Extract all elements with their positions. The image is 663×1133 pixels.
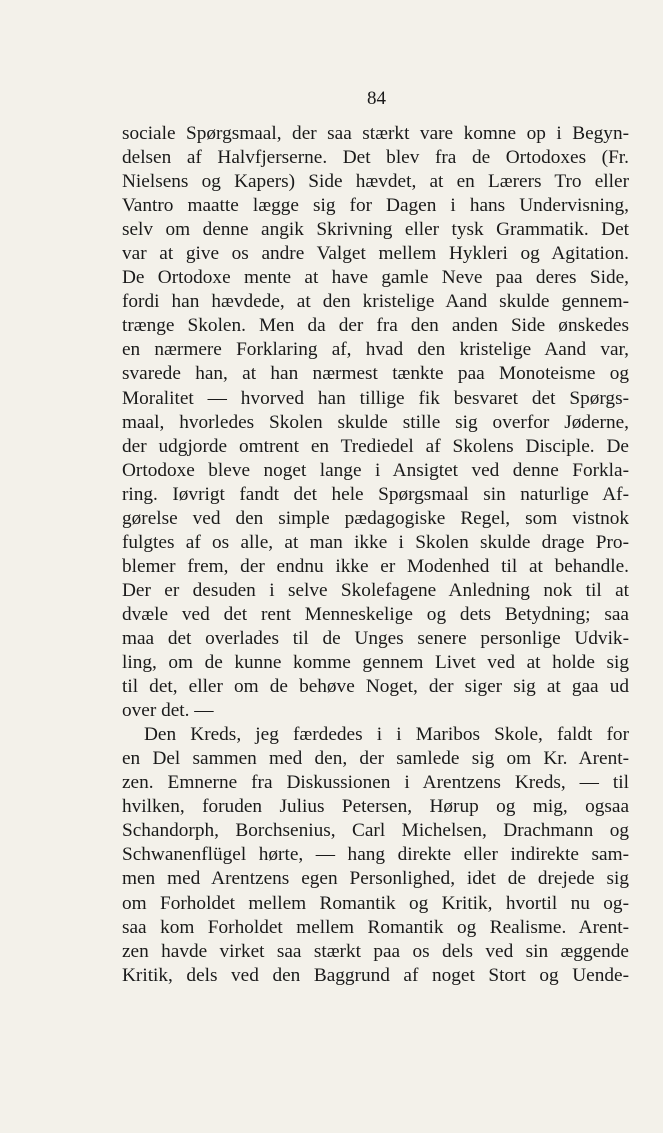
text-line: til det, eller om de behøve Noget, der siger sig at gaa ud (122, 676, 629, 698)
text-line: der udgjorde omtrent en Trediedel af Skolens Disciple. De (122, 435, 629, 457)
text-line: gørelse ved den simple pædagogiske Regel, som vistnok (122, 507, 629, 529)
text-line: saa kom Forholdet mellem Romantik og Realisme. Arent- (122, 916, 629, 938)
text-line: Schwanenflügel hørte, — hang direkte eller indirekte sam- (122, 844, 629, 866)
text-line: dvæle ved det rent Menneskelige og dets Betydning; saa (122, 603, 629, 625)
text-line: om Forholdet mellem Romantik og Kritik, hvortil nu og- (122, 892, 629, 914)
paragraph-start-line: Den Kreds, jeg færdedes i i Maribos Skole, faldt for (144, 724, 629, 746)
text-line: en nærmere Forklaring af, hvad den kristelige Aand var, (122, 339, 629, 361)
text-line: Der er desuden i selve Skolefagene Anledning nok til at (122, 579, 629, 601)
text-line: selv om denne angik Skrivning eller tysk Grammatik. Det (122, 219, 629, 241)
text-line: Moralitet — hvorved han tillige fik besvaret det Spørgs- (122, 387, 629, 409)
text-line: en Del sammen med den, der samlede sig om Kr. Arent- (122, 748, 629, 770)
text-line: Kritik, dels ved den Baggrund af noget Stort og Uende- (122, 964, 629, 986)
text-line: maa det overlades til de Unges senere personlige Udvik- (122, 627, 629, 649)
text-line: fordi han hævdede, at den kristelige Aand skulde gennem- (122, 291, 629, 313)
text-line: De Ortodoxe mente at have gamle Neve paa deres Side, (122, 267, 629, 289)
text-line: sociale Spørgsmaal, der saa stærkt vare komne op i Begyn- (122, 123, 629, 144)
text-line: ring. Iøvrigt fandt det hele Spørgsmaal sin naturlige Af- (122, 483, 629, 505)
text-line: Ortodoxe bleve noget lange i Ansigtet ved denne Forkla- (122, 459, 629, 481)
text-line: delsen af Halvfjerserne. Det blev fra de Ortodoxes (Fr. (122, 147, 629, 169)
text-line: blemer frem, der endnu ikke er Modenhed til at behandle. (122, 555, 629, 577)
text-line: fulgtes af os alle, at man ikke i Skolen skulde drage Pro- (122, 531, 629, 553)
text-line: trænge Skolen. Men da der fra den anden Side ønskedes (122, 315, 629, 337)
text-line: ling, om de kunne komme gennem Livet ved at holde sig (122, 652, 629, 674)
text-line: svarede han, at han nærmest tænkte paa Monoteisme og (122, 363, 629, 385)
text-line: hvilken, foruden Julius Petersen, Hørup og mig, ogsaa (122, 796, 629, 818)
text-line: Vantro maatte lægge sig for Dagen i hans Undervisning, (122, 195, 629, 217)
text-line: zen. Emnerne fra Diskussionen i Arentzens Kreds, — til (122, 772, 629, 794)
text-line: var at give os andre Valget mellem Hykleri og Agitation. (122, 243, 629, 265)
text-line: maal, hvorledes Skolen skulde stille sig overfor Jøderne, (122, 411, 629, 433)
page-number: 84 (367, 88, 386, 109)
body-text (122, 122, 629, 988)
text-line: men med Arentzens egen Personlighed, idet de drejede sig (122, 868, 629, 890)
text-line: Nielsens og Kapers) Side hævdet, at en Lærers Tro eller (122, 171, 629, 193)
text-line: Schandorph, Borchsenius, Carl Michelsen, Drachmann og (122, 820, 629, 842)
text-line: zen havde virket saa stærkt paa os dels ved sin æggende (122, 940, 629, 962)
paragraph-end-line: over det. — (122, 700, 214, 722)
